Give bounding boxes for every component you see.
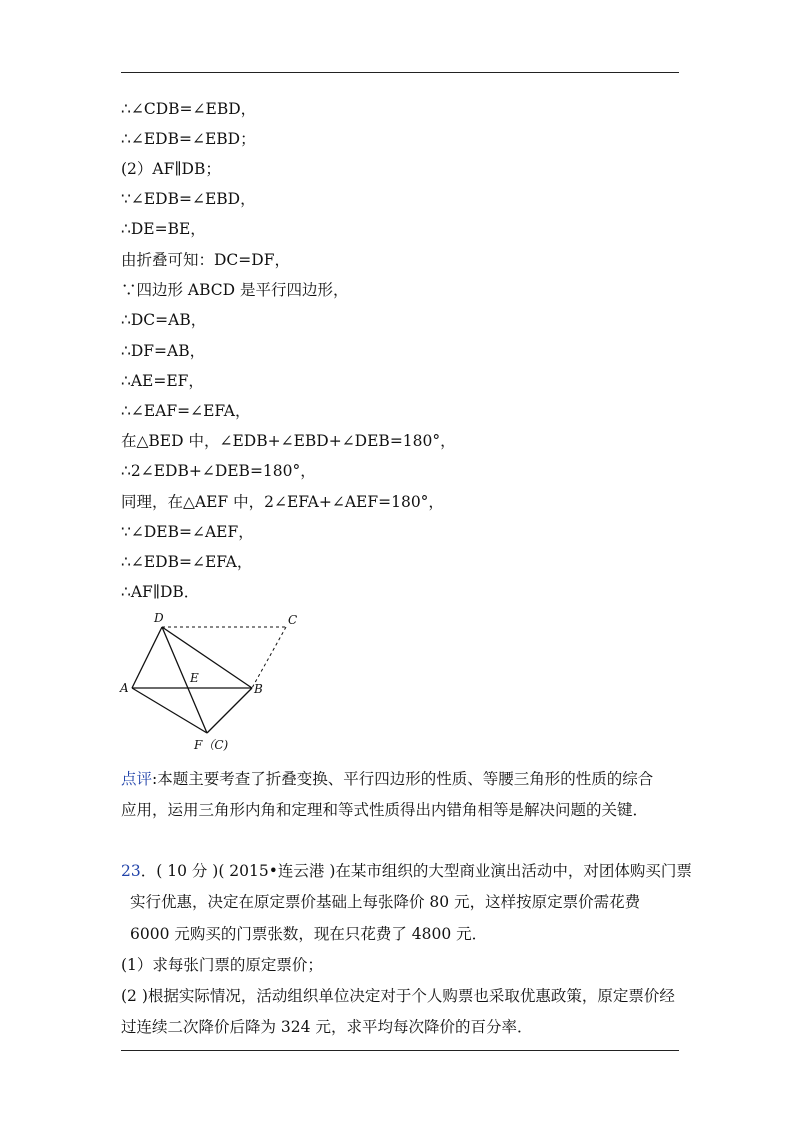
solution-line: ∴∠EDB=∠EBD； — [121, 130, 256, 148]
question-text: ．( 10 分 )( 2015•连云港 )在某市组织的大型商业演出活动中，对团体购买门票 — [140, 862, 692, 880]
solution-line: ∴DC=AB， — [121, 311, 207, 329]
solution-line: ∴∠EAF=∠EFA， — [121, 402, 251, 420]
segment-BF — [207, 688, 252, 733]
solution-line: ∴∠CDB=∠EBD， — [121, 100, 257, 118]
label-E: E — [190, 671, 199, 685]
geometry-figure — [112, 605, 312, 755]
solution-line: ∵∠DEB=∠AEF， — [121, 523, 254, 541]
solution-line: 在△BED 中，∠EDB+∠EBD+∠DEB=180°， — [121, 432, 456, 450]
label-C: C — [288, 613, 298, 627]
solution-line: ∴DE=BE， — [121, 220, 206, 238]
solution-line: 由折叠可知：DC=DF， — [121, 251, 290, 269]
segment-CB — [252, 627, 286, 688]
solution-line: ∴AE=EF， — [121, 372, 204, 390]
comment-line-1 — [121, 769, 653, 789]
solution-line: ∴AF∥DB． — [121, 583, 200, 601]
label-F: F（C) — [194, 738, 229, 752]
question-part-2-line-2: 过连续二次降价后降为 324 元，求平均每次降价的百分率． — [121, 1018, 533, 1036]
solution-line: ∴DF=AB， — [121, 342, 206, 360]
question-line-1 — [121, 861, 692, 881]
label-D: D — [154, 611, 164, 625]
top-rule — [121, 72, 679, 73]
question-part-1: (1）求每张门票的原定票价； — [121, 956, 323, 974]
comment-text: :本题主要考查了折叠变换、平行四边形的性质、等腰三角形的性质的综合 — [152, 770, 654, 788]
solution-line: ∴2∠EDB+∠DEB=180°， — [121, 462, 316, 480]
solution-line: ∵∠EDB=∠EBD， — [121, 190, 256, 208]
solution-line: ∴∠EDB=∠EFA， — [121, 553, 253, 571]
question-line-2: 实行优惠，决定在原定票价基础上每张降价 80 元，这样按原定票价需花费 — [130, 893, 641, 911]
label-A: A — [120, 681, 129, 695]
solution-line: ∵四边形 ABCD 是平行四边形， — [121, 281, 349, 299]
label-B: B — [254, 682, 263, 696]
comment-label: 点评 — [121, 770, 153, 788]
question-line-3: 6000 元购买的门票张数，现在只花费了 4800 元． — [130, 925, 488, 943]
segment-DA — [132, 627, 162, 688]
bottom-rule — [121, 1050, 679, 1051]
solution-line: 同理，在△AEF 中，2∠EFA+∠AEF=180°， — [121, 493, 444, 511]
question-part-2-line-1: (2 )根据实际情况，活动组织单位决定对于个人购票也采取优惠政策，原定票价经 — [121, 987, 675, 1005]
comment-line-2: 应用，运用三角形内角和定理和等式性质得出内错角相等是解决问题的关键． — [121, 801, 649, 819]
segment-AF — [132, 688, 207, 733]
solution-line: (2）AF∥DB； — [121, 160, 221, 178]
question-number: 23 — [121, 862, 141, 880]
